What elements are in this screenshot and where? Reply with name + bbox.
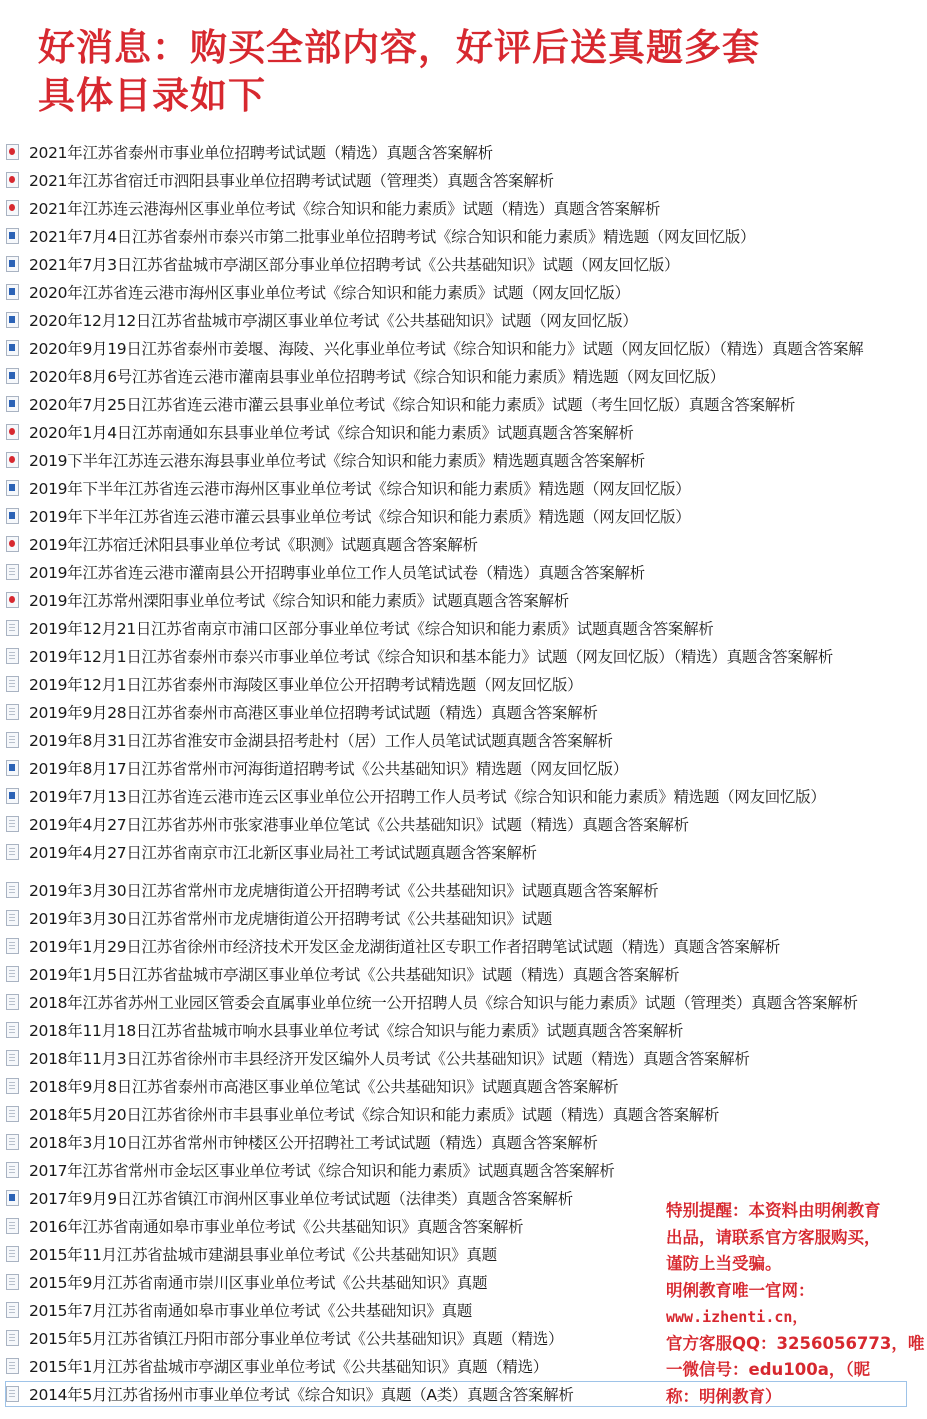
document-file-icon (6, 564, 19, 580)
pdf-file-icon (6, 536, 19, 552)
file-row[interactable] (6, 840, 911, 864)
file-name: 2019年1月5日江苏省盐城市亭湖区事业单位考试《公共基础知识》试题（精选）真题含答案解析 (29, 966, 680, 984)
document-file-icon (6, 966, 19, 982)
file-name: 2020年12月12日江苏省盐城市亭湖区事业单位考试《公共基础知识》试题（网友回忆版） (29, 312, 638, 330)
file-row[interactable] (6, 392, 911, 416)
document-file-icon (6, 1134, 19, 1150)
file-row[interactable] (6, 280, 911, 304)
file-row[interactable] (6, 990, 911, 1014)
file-row[interactable] (6, 560, 911, 584)
file-row[interactable] (6, 532, 911, 556)
file-row[interactable] (6, 644, 911, 668)
notice-line: 特别提醒：本资料由明俐教育 (666, 1201, 881, 1220)
file-row[interactable] (6, 784, 911, 808)
file-row[interactable] (6, 168, 911, 192)
file-row[interactable] (6, 1158, 911, 1182)
file-row[interactable] (6, 672, 911, 696)
document-file-icon (6, 1358, 19, 1374)
document-file-icon (6, 882, 19, 898)
file-name: 2019年3月30日江苏省常州市龙虎塘街道公开招聘考试《公共基础知识》试题 (29, 910, 552, 928)
file-name: 2018年11月3日江苏省徐州市丰县经济开发区编外人员考试《公共基础知识》试题（精选）真题含答案解析 (29, 1050, 750, 1068)
file-name: 2015年7月江苏省南通如皋市事业单位考试《公共基础知识》真题 (29, 1302, 473, 1320)
file-name: 2019年4月27日江苏省苏州市张家港事业单位笔试《公共基础知识》试题（精选）真题含答案解析 (29, 816, 689, 834)
notice-line: 谨防上当受骗。 (666, 1254, 782, 1273)
file-name: 2021年7月3日江苏省盐城市亭湖区部分事业单位招聘考试《公共基础知识》试题（网友回忆版） (29, 256, 680, 274)
document-file-icon (6, 676, 19, 692)
file-row[interactable] (6, 196, 911, 220)
promo-headline-line-2: 具体目录如下 (38, 74, 266, 117)
file-name: 2017年9月9日江苏省镇江市润州区事业单位考试试题（法律类）真题含答案解析 (29, 1190, 573, 1208)
file-name: 2019年4月27日江苏省南京市江北新区事业局社工考试试题真题含答案解析 (29, 844, 537, 862)
file-name: 2021年江苏省泰州市事业单位招聘考试试题（精选）真题含答案解析 (29, 144, 493, 162)
file-name: 2020年8月6号江苏省连云港市灌南县事业单位招聘考试《综合知识和能力素质》精选题（网友回忆版） (29, 368, 725, 386)
pdf-file-icon (6, 172, 19, 188)
file-name: 2019年7月13日江苏省连云港市连云区事业单位公开招聘工作人员考试《综合知识和能力素质》精选题（网友回忆版） (29, 788, 826, 806)
file-name: 2017年江苏省常州市金坛区事业单位考试《综合知识和能力素质》试题真题含答案解析 (29, 1162, 615, 1180)
document-file-icon (6, 994, 19, 1010)
document-file-icon (6, 1386, 19, 1402)
pdf-file-icon (6, 452, 19, 468)
file-name: 2019年12月1日江苏省泰州市海陵区事业单位公开招聘考试精选题（网友回忆版） (29, 676, 583, 694)
file-row[interactable] (6, 728, 911, 752)
document-file-icon (6, 1274, 19, 1290)
pdf-file-icon (6, 424, 19, 440)
document-file-icon (6, 1162, 19, 1178)
file-row[interactable] (6, 224, 911, 248)
word-file-icon (6, 396, 19, 412)
file-name: 2020年7月25日江苏省连云港市灌云县事业单位考试《综合知识和能力素质》试题（考生回忆版）真题含答案解析 (29, 396, 796, 414)
document-file-icon (6, 732, 19, 748)
file-name: 2019年江苏常州溧阳事业单位考试《综合知识和能力素质》试题真题含答案解析 (29, 592, 569, 610)
file-row[interactable] (6, 812, 911, 836)
file-row[interactable] (6, 756, 911, 780)
notice-website: www.izhenti.cn， (666, 1308, 808, 1326)
file-name: 2015年9月江苏省南通市崇川区事业单位考试《公共基础知识》真题 (29, 1274, 488, 1292)
word-file-icon (6, 508, 19, 524)
file-name: 2020年江苏省连云港市海州区事业单位考试《综合知识和能力素质》试题（网友回忆版） (29, 284, 630, 302)
pdf-file-icon (6, 592, 19, 608)
word-file-icon (6, 1190, 19, 1206)
word-file-icon (6, 284, 19, 300)
file-name: 2019年12月1日江苏省泰州市泰兴市事业单位考试《综合知识和基本能力》试题（网友回忆版）（精选）真题含答案解析 (29, 648, 833, 666)
file-name: 2018年9月8日江苏省泰州市高港区事业单位笔试《公共基础知识》试题真题含答案解析 (29, 1078, 619, 1096)
anti-fraud-notice (666, 1198, 924, 1410)
word-file-icon (6, 228, 19, 244)
document-file-icon (6, 910, 19, 926)
file-row[interactable] (6, 1046, 911, 1070)
file-name: 2014年5月江苏省扬州市事业单位考试《综合知识》真题（A类）真题含答案解析 (29, 1386, 574, 1404)
document-file-icon (6, 1302, 19, 1318)
promo-headline (38, 24, 760, 120)
file-row[interactable] (6, 448, 911, 472)
document-file-icon (6, 816, 19, 832)
word-file-icon (6, 256, 19, 272)
file-row[interactable] (6, 252, 911, 276)
file-row[interactable] (6, 336, 911, 360)
file-name: 2018年5月20日江苏省徐州市丰县事业单位考试《综合知识和能力素质》试题（精选）真题含答案解析 (29, 1106, 720, 1124)
document-file-icon (6, 1078, 19, 1094)
word-file-icon (6, 788, 19, 804)
file-name: 2019年3月30日江苏省常州市龙虎塘街道公开招聘考试《公共基础知识》试题真题含答案解析 (29, 882, 659, 900)
document-file-icon (6, 1022, 19, 1038)
file-name: 2018年江苏省苏州工业园区管委会直属事业单位统一公开招聘人员《综合知识与能力素质》试题（管理类）真题含答案解析 (29, 994, 858, 1012)
word-file-icon (6, 368, 19, 384)
file-name: 2019年下半年江苏省连云港市灌云县事业单位考试《综合知识和能力素质》精选题（网友回忆版） (29, 508, 691, 526)
document-file-icon (6, 1050, 19, 1066)
file-row[interactable] (6, 1018, 911, 1042)
file-name: 2015年11月江苏省盐城市建湖县事业单位考试《公共基础知识》真题 (29, 1246, 497, 1264)
document-file-icon (6, 844, 19, 860)
file-name: 2018年3月10日江苏省常州市钟楼区公开招聘社工考试试题（精选）真题含答案解析 (29, 1134, 598, 1152)
word-file-icon (6, 312, 19, 328)
word-file-icon (6, 340, 19, 356)
file-name: 2020年1月4日江苏南通如东县事业单位考试《综合知识和能力素质》试题真题含答案解析 (29, 424, 634, 442)
document-file-icon (6, 1218, 19, 1234)
file-name: 2019年1月29日江苏省徐州市经济技术开发区金龙湖街道社区专职工作者招聘笔试试题（精选）真题含答案解析 (29, 938, 780, 956)
file-row[interactable] (6, 1102, 911, 1126)
file-row[interactable] (6, 308, 911, 332)
file-name: 2015年1月江苏省盐城市亭湖区事业单位考试《公共基础知识》真题（精选） (29, 1358, 549, 1376)
file-row[interactable] (6, 476, 911, 500)
file-name: 2020年9月19日江苏省泰州市姜堰、海陵、兴化事业单位考试《综合知识和能力》试题（网友回忆版）（精选）真题含答案解 (29, 340, 864, 358)
file-name: 2021年7月4日江苏省泰州市泰兴市第二批事业单位招聘考试《综合知识和能力素质》精选题（网友回忆版） (29, 228, 756, 246)
file-name: 2018年11月18日江苏省盐城市响水县事业单位考试《综合知识与能力素质》试题真题含答案解析 (29, 1022, 684, 1040)
promo-headline-line-1: 好消息：购买全部内容，好评后送真题多套 (38, 26, 760, 69)
file-row[interactable] (6, 878, 911, 902)
word-file-icon (6, 760, 19, 776)
file-name: 2019年12月21日江苏省南京市浦口区部分事业单位考试《综合知识和能力素质》试题真题含答案解析 (29, 620, 714, 638)
file-name: 2019年江苏省连云港市灌南县公开招聘事业单位工作人员笔试试卷（精选）真题含答案解析 (29, 564, 645, 582)
file-name: 2021年江苏连云港海州区事业单位考试《综合知识和能力素质》试题（精选）真题含答案解析 (29, 200, 661, 218)
file-row[interactable] (6, 140, 911, 164)
file-name: 2019年江苏宿迁沭阳县事业单位考试《职测》试题真题含答案解析 (29, 536, 478, 554)
word-file-icon (6, 480, 19, 496)
notice-line: 明俐教育唯一官网： (666, 1280, 815, 1300)
pdf-file-icon (6, 144, 19, 160)
notice-line: 称：明俐教育） (666, 1386, 782, 1406)
file-name: 2021年江苏省宿迁市泗阳县事业单位招聘考试试题（管理类）真题含答案解析 (29, 172, 554, 190)
file-name: 2019年9月28日江苏省泰州市高港区事业单位招聘考试试题（精选）真题含答案解析 (29, 704, 598, 722)
file-row[interactable] (6, 962, 911, 986)
file-row[interactable] (6, 616, 911, 640)
document-file-icon (6, 704, 19, 720)
file-row[interactable] (6, 588, 911, 612)
pdf-file-icon (6, 200, 19, 216)
file-row[interactable] (6, 700, 911, 724)
file-name: 2016年江苏省南通如皋市事业单位考试《公共基础知识》真题含答案解析 (29, 1218, 524, 1236)
document-file-icon (6, 1246, 19, 1262)
file-row[interactable] (6, 906, 911, 930)
notice-line: 出品，请联系官方客服购买， (666, 1227, 881, 1247)
file-row[interactable] (6, 420, 911, 444)
file-row[interactable] (6, 1130, 911, 1154)
file-row[interactable] (6, 364, 911, 388)
document-file-icon (6, 648, 19, 664)
notice-line: 官方客服QQ：3256056773，唯 (666, 1333, 925, 1353)
file-row[interactable] (6, 934, 911, 958)
file-name: 2019下半年江苏连云港东海县事业单位考试《综合知识和能力素质》精选题真题含答案解析 (29, 452, 645, 470)
file-name: 2019年8月17日江苏省常州市河海街道招聘考试《公共基础知识》精选题（网友回忆版） (29, 760, 628, 778)
file-row[interactable] (6, 504, 911, 528)
document-file-icon (6, 938, 19, 954)
document-file-icon (6, 1106, 19, 1122)
file-name: 2015年5月江苏省镇江丹阳市部分事业单位考试《公共基础知识》真题（精选） (29, 1330, 564, 1348)
document-file-icon (6, 1330, 19, 1346)
file-name: 2019年8月31日江苏省淮安市金湖县招考赴村（居）工作人员笔试试题真题含答案解析 (29, 732, 613, 750)
document-file-icon (6, 620, 19, 636)
notice-line: 一微信号：edu100a，（昵 (666, 1360, 871, 1379)
file-name: 2019年下半年江苏省连云港市海州区事业单位考试《综合知识和能力素质》精选题（网友回忆版） (29, 480, 691, 498)
file-row[interactable] (6, 1074, 911, 1098)
